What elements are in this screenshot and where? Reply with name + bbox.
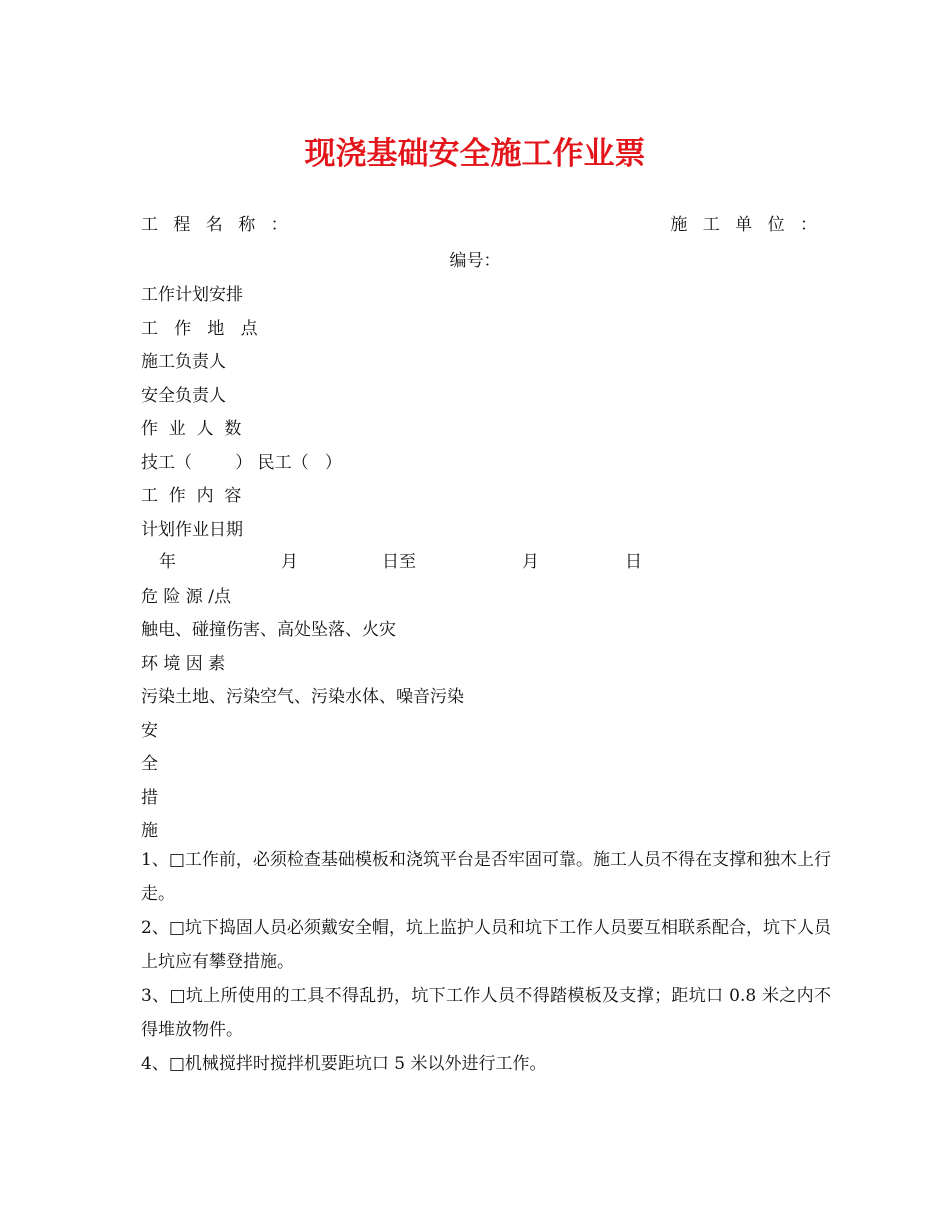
safety-char: 施 [141,821,158,841]
safety-char: 全 [141,754,158,774]
safety-measure-4: 4、□机械搅拌时搅拌机要距坑口 5 米以外进行工作。 [141,1054,547,1074]
safety-char: 安 [141,721,158,741]
work-location-label: 工 作 地 点 [141,319,258,339]
date-day-to: 日至 [382,552,416,572]
safety-leader-label: 安全负责人 [141,386,226,406]
hazard-value: 触电、碰撞伤害、高处坠落、火灾 [141,620,396,640]
construction-unit-label: 施 工 单 位 ： [670,215,822,235]
work-content-label: 工 作 内 容 [141,486,242,506]
construction-leader-label: 施工负责人 [141,352,226,372]
date-day-2: 日 [625,552,642,572]
environment-label: 环 境 因 素 [141,654,226,674]
work-plan-label: 工作计划安排 [141,285,243,305]
environment-value: 污染土地、污染空气、污染水体、噪音污染 [141,687,464,707]
worker-types-line: 技工（ ） 民工（ ） [141,453,342,473]
safety-measure-1: 1、□工作前，必须检查基础模板和浇筑平台是否牢固可靠。施工人员不得在支撑和独木上行走。 [141,850,831,904]
document-title: 现浇基础安全施工作业票 [304,136,646,172]
worker-count-label: 作 业 人 数 [141,419,242,439]
date-row [141,547,741,571]
safety-measure-3: 3、□坑上所使用的工具不得乱扔，坑下工作人员不得踏模板及支撑；距坑口 0.8 米之内不得堆放物件。 [141,986,831,1040]
safety-char: 措 [141,788,158,808]
code-label: 编号： [449,251,501,271]
hazard-label: 危 险 源 /点 [141,587,231,607]
date-month-2: 月 [522,552,539,572]
date-year: 年 [159,552,176,572]
safety-measure-2: 2、□坑下捣固人员必须戴安全帽，坑上监护人员和坑下工作人员要互相联系配合，坑下人员上坑应有攀登措施。 [141,918,831,972]
date-month-1: 月 [281,552,298,572]
project-name-label: 工 程 名 称 ： [141,215,293,235]
planned-date-label: 计划作业日期 [141,520,243,540]
